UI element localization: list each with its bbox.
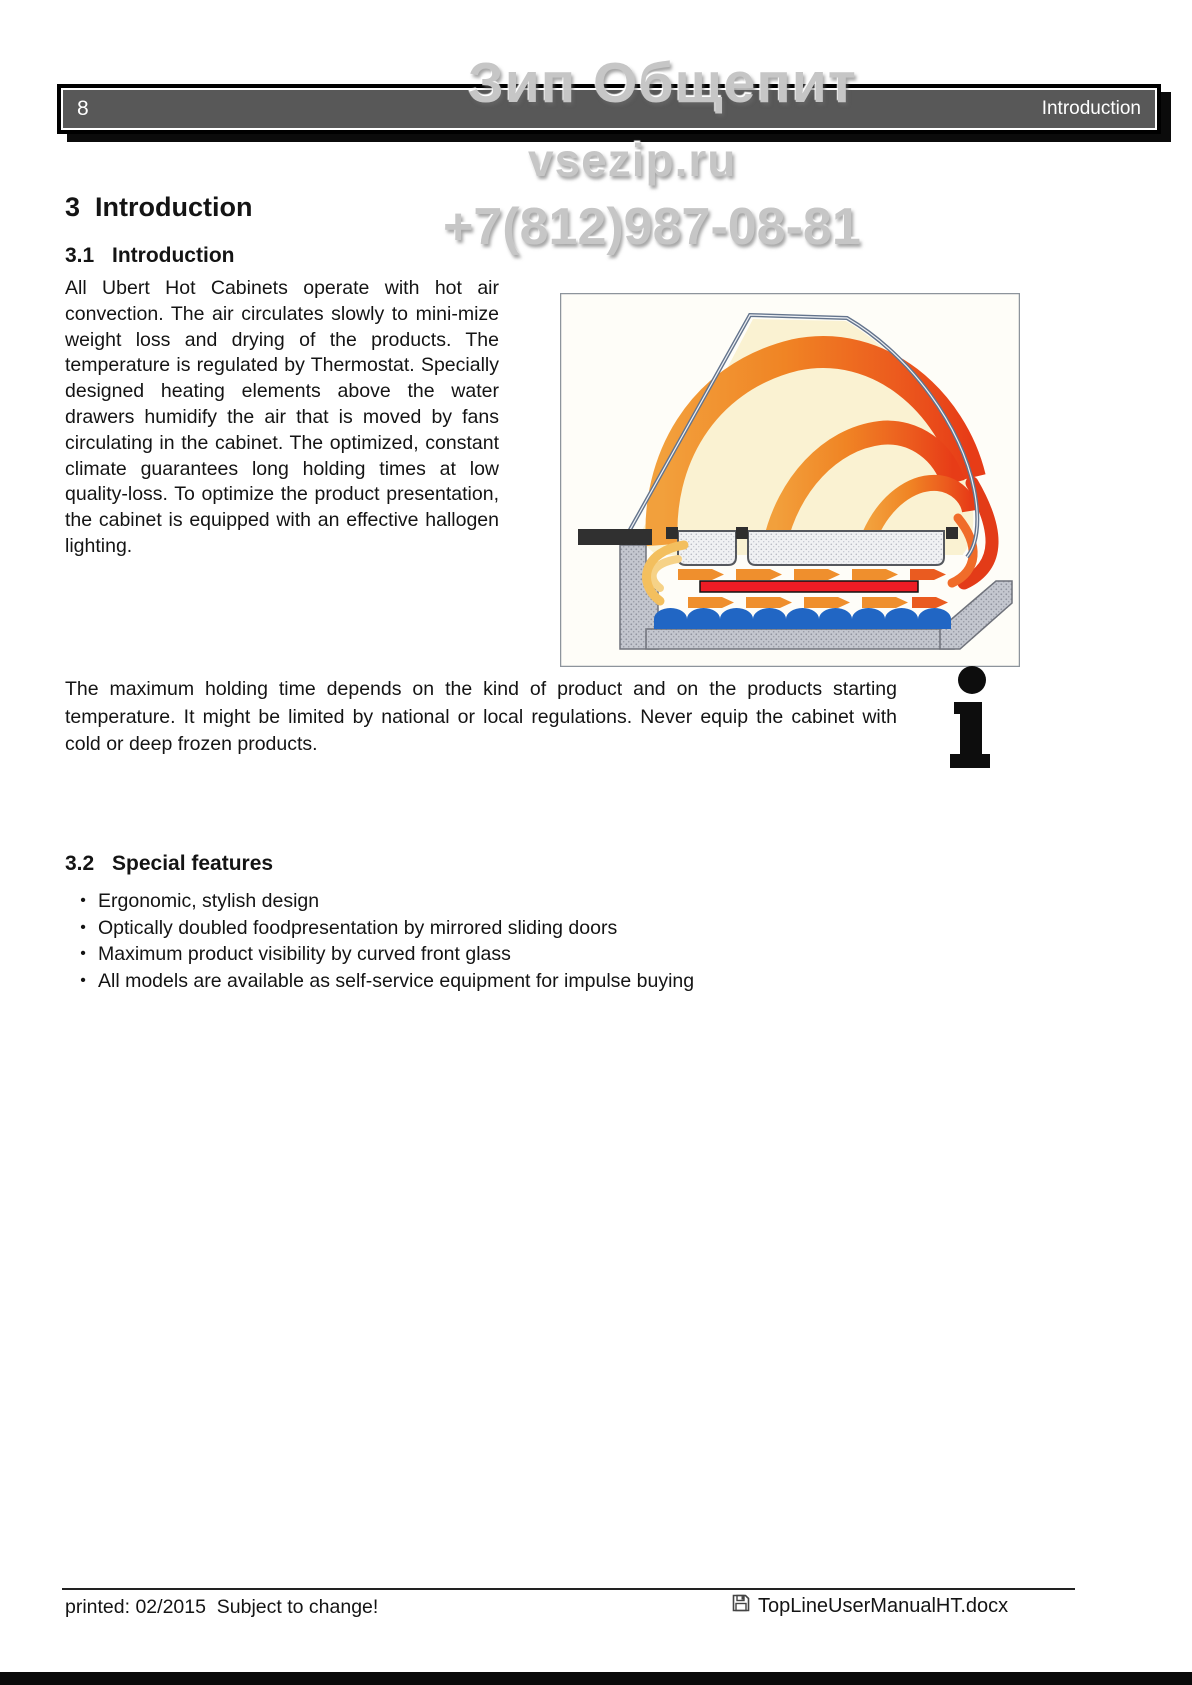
section-3-1-title: Introduction xyxy=(112,244,235,267)
watermark-website: vsezip.ru xyxy=(528,134,737,186)
list-item xyxy=(68,915,928,942)
bottom-page-edge-bar xyxy=(0,1672,1192,1685)
watermark-phone: +7(812)987-08-81 xyxy=(443,198,861,256)
section-3-1-body: All Ubert Hot Cabinets operate with hot air convection. The air circulates slowly to mini-mize weight loss and drying of the products. The temperature is regulated by Thermostat. Specially designed heating elements above the water drawers humidify the air that is moved by fans circulating in the cabinet. The optimized, constant climate guarantees long holding times at low quality-loss. To optimize the product presentation, the cabinet is equipped with an effective hallogen lighting. xyxy=(65,277,499,557)
footer-filename xyxy=(732,1594,1008,1618)
floppy-disk-icon xyxy=(732,1594,750,1618)
section-3-heading xyxy=(65,192,252,223)
section-3-2-number: 3.2 xyxy=(65,852,95,875)
list-item-text: Optically doubled foodpresentation by mirrored sliding doors xyxy=(98,916,618,939)
bullet-icon: • xyxy=(80,971,86,989)
bullet-icon: • xyxy=(80,892,86,909)
bullet-icon: • xyxy=(80,945,86,962)
section-3-title: Introduction xyxy=(95,192,253,222)
holding-time-note: The maximum holding time depends on the kind of product and on the products starting temperature. It might be limited by national or local regulations. Never equip the cabinet with cold or deep frozen products. xyxy=(65,678,897,755)
footer-filename-text: TopLineUserManualHT.docx xyxy=(758,1594,1009,1617)
special-features-list xyxy=(68,888,928,994)
info-icon xyxy=(948,666,992,770)
list-item xyxy=(68,941,928,968)
footer-divider xyxy=(62,1588,1075,1590)
section-3-number: 3 xyxy=(65,192,81,222)
section-3-2-heading xyxy=(65,852,273,876)
list-item-text: All models are available as self-service equipment for impulse buying xyxy=(98,969,695,992)
section-3-2-title: Special features xyxy=(112,852,274,875)
footer-printed-text: printed: 02/2015 Subject to change! xyxy=(65,1596,379,1618)
watermark-company: Зип Общепит xyxy=(468,51,857,115)
section-3-1-heading xyxy=(65,244,234,268)
list-item-text: Ergonomic, stylish design xyxy=(98,890,320,912)
list-item xyxy=(68,888,928,915)
page-number: 8 xyxy=(77,97,89,120)
section-3-1-number: 3.1 xyxy=(65,244,95,267)
header-chapter-title: Introduction xyxy=(1041,98,1141,119)
list-item xyxy=(68,968,928,995)
hot-cabinet-airflow-figure xyxy=(560,293,1020,667)
bullet-icon: • xyxy=(80,918,86,936)
list-item-text: Maximum product visibility by curved front glass xyxy=(98,943,511,965)
